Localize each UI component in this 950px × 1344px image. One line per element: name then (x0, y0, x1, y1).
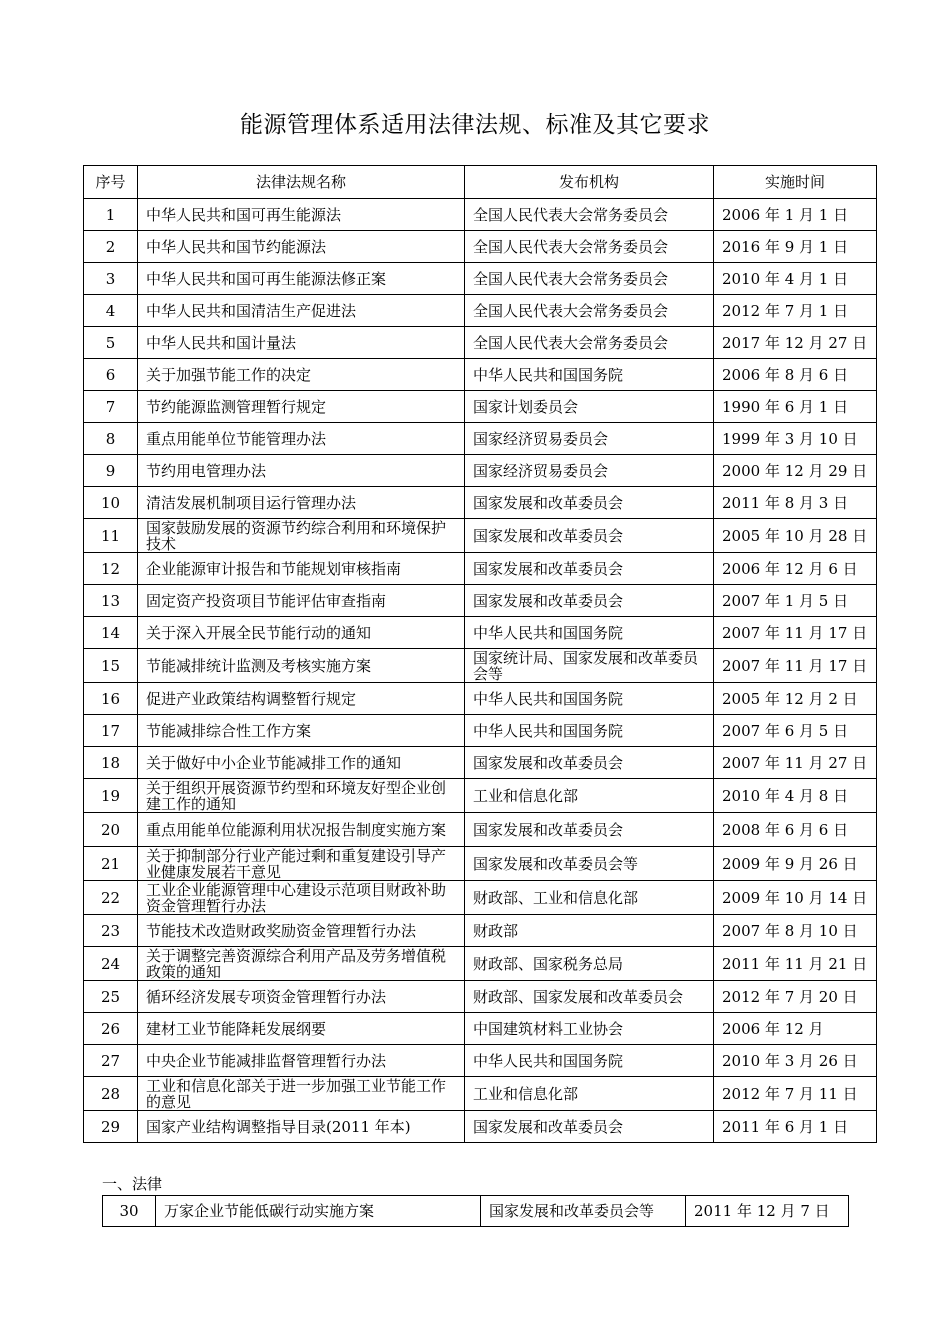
cell-name: 节约能源监测管理暂行规定 (138, 391, 465, 423)
cell-date: 2007 年 6 月 5 日 (714, 715, 877, 747)
cell-date: 1999 年 3 月 10 日 (714, 423, 877, 455)
cell-name: 建材工业节能降耗发展纲要 (138, 1013, 465, 1045)
cell-name: 万家企业节能低碳行动实施方案 (156, 1196, 481, 1227)
cell-no: 2 (84, 231, 138, 263)
cell-no: 26 (84, 1013, 138, 1045)
cell-name: 中华人民共和国可再生能源法 (138, 199, 465, 231)
cell-issuer: 国家发展和改革委员会 (465, 1111, 714, 1143)
cell-issuer: 国家发展和改革委员会 (465, 585, 714, 617)
regulations-table (83, 165, 877, 1143)
table-row (84, 715, 877, 747)
cell-no: 17 (84, 715, 138, 747)
cell-no: 20 (84, 813, 138, 847)
cell-issuer: 中华人民共和国国务院 (465, 715, 714, 747)
table-row (84, 359, 877, 391)
cell-issuer: 全国人民代表大会常务委员会 (465, 263, 714, 295)
cell-issuer: 中华人民共和国国务院 (465, 683, 714, 715)
table-row (84, 617, 877, 649)
cell-no: 24 (84, 947, 138, 981)
cell-issuer: 国家发展和改革委员会 (465, 747, 714, 779)
document-title: 能源管理体系适用法律法规、标准及其它要求 (240, 112, 710, 138)
cell-date: 2010 年 4 月 8 日 (714, 779, 877, 813)
cell-name: 关于抑制部分行业产能过剩和重复建设引导产业健康发展若干意见 (138, 847, 465, 881)
cell-date: 2006 年 1 月 1 日 (714, 199, 877, 231)
table-row (84, 649, 877, 683)
extra-table (102, 1195, 849, 1227)
table-row (84, 947, 877, 981)
cell-issuer: 国家统计局、国家发展和改革委员会等 (465, 649, 714, 683)
cell-date: 2011 年 12 月 7 日 (686, 1196, 849, 1227)
cell-issuer: 中华人民共和国国务院 (465, 617, 714, 649)
cell-name: 节约用电管理办法 (138, 455, 465, 487)
cell-name: 促进产业政策结构调整暂行规定 (138, 683, 465, 715)
cell-issuer: 国家经济贸易委员会 (465, 455, 714, 487)
cell-issuer: 全国人民代表大会常务委员会 (465, 199, 714, 231)
cell-date: 2009 年 9 月 26 日 (714, 847, 877, 881)
cell-date: 2006 年 8 月 6 日 (714, 359, 877, 391)
table-row (84, 1045, 877, 1077)
cell-issuer: 工业和信息化部 (465, 1077, 714, 1111)
table-row (84, 231, 877, 263)
cell-issuer: 全国人民代表大会常务委员会 (465, 295, 714, 327)
cell-issuer: 国家发展和改革委员会等 (465, 847, 714, 881)
table-row (84, 779, 877, 813)
cell-date: 2017 年 12 月 27 日 (714, 327, 877, 359)
cell-date: 2005 年 10 月 28 日 (714, 519, 877, 553)
cell-no: 19 (84, 779, 138, 813)
cell-name: 固定资产投资项目节能评估审查指南 (138, 585, 465, 617)
cell-date: 1990 年 6 月 1 日 (714, 391, 877, 423)
cell-no: 18 (84, 747, 138, 779)
cell-date: 2009 年 10 月 14 日 (714, 881, 877, 915)
cell-issuer: 财政部、工业和信息化部 (465, 881, 714, 915)
cell-no: 22 (84, 881, 138, 915)
cell-name: 关于组织开展资源节约型和环境友好型企业创建工作的通知 (138, 779, 465, 813)
table-row (84, 881, 877, 915)
table-row (84, 391, 877, 423)
cell-name: 国家鼓励发展的资源节约综合利用和环境保护技术 (138, 519, 465, 553)
cell-name: 中华人民共和国清洁生产促进法 (138, 295, 465, 327)
table-row (84, 981, 877, 1013)
cell-name: 重点用能单位节能管理办法 (138, 423, 465, 455)
cell-no: 27 (84, 1045, 138, 1077)
header-no: 序号 (84, 166, 138, 199)
cell-no: 5 (84, 327, 138, 359)
cell-name: 中华人民共和国节约能源法 (138, 231, 465, 263)
table-row (84, 519, 877, 553)
cell-no: 7 (84, 391, 138, 423)
table-row (84, 199, 877, 231)
cell-date: 2007 年 1 月 5 日 (714, 585, 877, 617)
cell-no: 6 (84, 359, 138, 391)
cell-date: 2012 年 7 月 20 日 (714, 981, 877, 1013)
cell-name: 中华人民共和国可再生能源法修正案 (138, 263, 465, 295)
cell-no: 21 (84, 847, 138, 881)
cell-issuer: 全国人民代表大会常务委员会 (465, 327, 714, 359)
cell-name: 工业企业能源管理中心建设示范项目财政补助资金管理暂行办法 (138, 881, 465, 915)
cell-no: 29 (84, 1111, 138, 1143)
table-row (84, 455, 877, 487)
cell-name: 关于调整完善资源综合利用产品及劳务增值税政策的通知 (138, 947, 465, 981)
cell-issuer: 财政部、国家税务总局 (465, 947, 714, 981)
cell-issuer: 国家发展和改革委员会等 (481, 1196, 686, 1227)
cell-no: 14 (84, 617, 138, 649)
table-row (84, 683, 877, 715)
cell-date: 2008 年 6 月 6 日 (714, 813, 877, 847)
table-row (84, 915, 877, 947)
cell-issuer: 工业和信息化部 (465, 779, 714, 813)
table-row (84, 553, 877, 585)
cell-issuer: 国家经济贸易委员会 (465, 423, 714, 455)
table-row (84, 847, 877, 881)
cell-issuer: 国家发展和改革委员会 (465, 813, 714, 847)
cell-no: 30 (103, 1196, 156, 1227)
cell-issuer: 国家计划委员会 (465, 391, 714, 423)
cell-name: 关于加强节能工作的决定 (138, 359, 465, 391)
cell-no: 4 (84, 295, 138, 327)
cell-name: 工业和信息化部关于进一步加强工业节能工作的意见 (138, 1077, 465, 1111)
cell-issuer: 国家发展和改革委员会 (465, 553, 714, 585)
cell-name: 企业能源审计报告和节能规划审核指南 (138, 553, 465, 585)
cell-date: 2011 年 11 月 21 日 (714, 947, 877, 981)
cell-issuer: 财政部 (465, 915, 714, 947)
cell-issuer: 国家发展和改革委员会 (465, 519, 714, 553)
header-issuer: 发布机构 (465, 166, 714, 199)
cell-date: 2000 年 12 月 29 日 (714, 455, 877, 487)
section-label: 一、法律 (102, 1175, 163, 1193)
cell-no: 25 (84, 981, 138, 1013)
cell-name: 关于深入开展全民节能行动的通知 (138, 617, 465, 649)
table-row (84, 1013, 877, 1045)
table-row (84, 423, 877, 455)
header-name: 法律法规名称 (138, 166, 465, 199)
cell-name: 中央企业节能减排监督管理暂行办法 (138, 1045, 465, 1077)
cell-name: 关于做好中小企业节能减排工作的通知 (138, 747, 465, 779)
cell-no: 23 (84, 915, 138, 947)
table-row (84, 295, 877, 327)
cell-name: 节能减排统计监测及考核实施方案 (138, 649, 465, 683)
cell-no: 15 (84, 649, 138, 683)
table-row (84, 327, 877, 359)
cell-date: 2007 年 11 月 17 日 (714, 649, 877, 683)
cell-date: 2010 年 4 月 1 日 (714, 263, 877, 295)
cell-date: 2012 年 7 月 1 日 (714, 295, 877, 327)
cell-no: 12 (84, 553, 138, 585)
cell-name: 节能减排综合性工作方案 (138, 715, 465, 747)
cell-no: 3 (84, 263, 138, 295)
cell-no: 8 (84, 423, 138, 455)
cell-no: 13 (84, 585, 138, 617)
cell-no: 10 (84, 487, 138, 519)
table-body (84, 199, 877, 1143)
cell-date: 2007 年 11 月 17 日 (714, 617, 877, 649)
header-date: 实施时间 (714, 166, 877, 199)
cell-date: 2010 年 3 月 26 日 (714, 1045, 877, 1077)
table-row (84, 487, 877, 519)
cell-date: 2016 年 9 月 1 日 (714, 231, 877, 263)
table-row (84, 585, 877, 617)
cell-date: 2007 年 11 月 27 日 (714, 747, 877, 779)
cell-no: 1 (84, 199, 138, 231)
table-row (84, 813, 877, 847)
cell-name: 国家产业结构调整指导目录(2011 年本) (138, 1111, 465, 1143)
cell-date: 2011 年 6 月 1 日 (714, 1111, 877, 1143)
table-row (84, 747, 877, 779)
cell-date: 2006 年 12 月 (714, 1013, 877, 1045)
cell-no: 9 (84, 455, 138, 487)
cell-issuer: 中华人民共和国国务院 (465, 359, 714, 391)
cell-name: 重点用能单位能源利用状况报告制度实施方案 (138, 813, 465, 847)
cell-name: 循环经济发展专项资金管理暂行办法 (138, 981, 465, 1013)
cell-date: 2011 年 8 月 3 日 (714, 487, 877, 519)
cell-date: 2012 年 7 月 11 日 (714, 1077, 877, 1111)
cell-issuer: 全国人民代表大会常务委员会 (465, 231, 714, 263)
cell-date: 2005 年 12 月 2 日 (714, 683, 877, 715)
cell-date: 2007 年 8 月 10 日 (714, 915, 877, 947)
table-row (84, 263, 877, 295)
cell-issuer: 财政部、国家发展和改革委员会 (465, 981, 714, 1013)
table-header-row (84, 166, 877, 199)
cell-issuer: 中华人民共和国国务院 (465, 1045, 714, 1077)
table-row (84, 1077, 877, 1111)
cell-no: 11 (84, 519, 138, 553)
cell-issuer: 中国建筑材料工业协会 (465, 1013, 714, 1045)
cell-name: 中华人民共和国计量法 (138, 327, 465, 359)
cell-issuer: 国家发展和改革委员会 (465, 487, 714, 519)
cell-no: 28 (84, 1077, 138, 1111)
table-row (84, 1111, 877, 1143)
cell-date: 2006 年 12 月 6 日 (714, 553, 877, 585)
cell-name: 清洁发展机制项目运行管理办法 (138, 487, 465, 519)
cell-no: 16 (84, 683, 138, 715)
cell-name: 节能技术改造财政奖励资金管理暂行办法 (138, 915, 465, 947)
table-row (103, 1196, 849, 1227)
